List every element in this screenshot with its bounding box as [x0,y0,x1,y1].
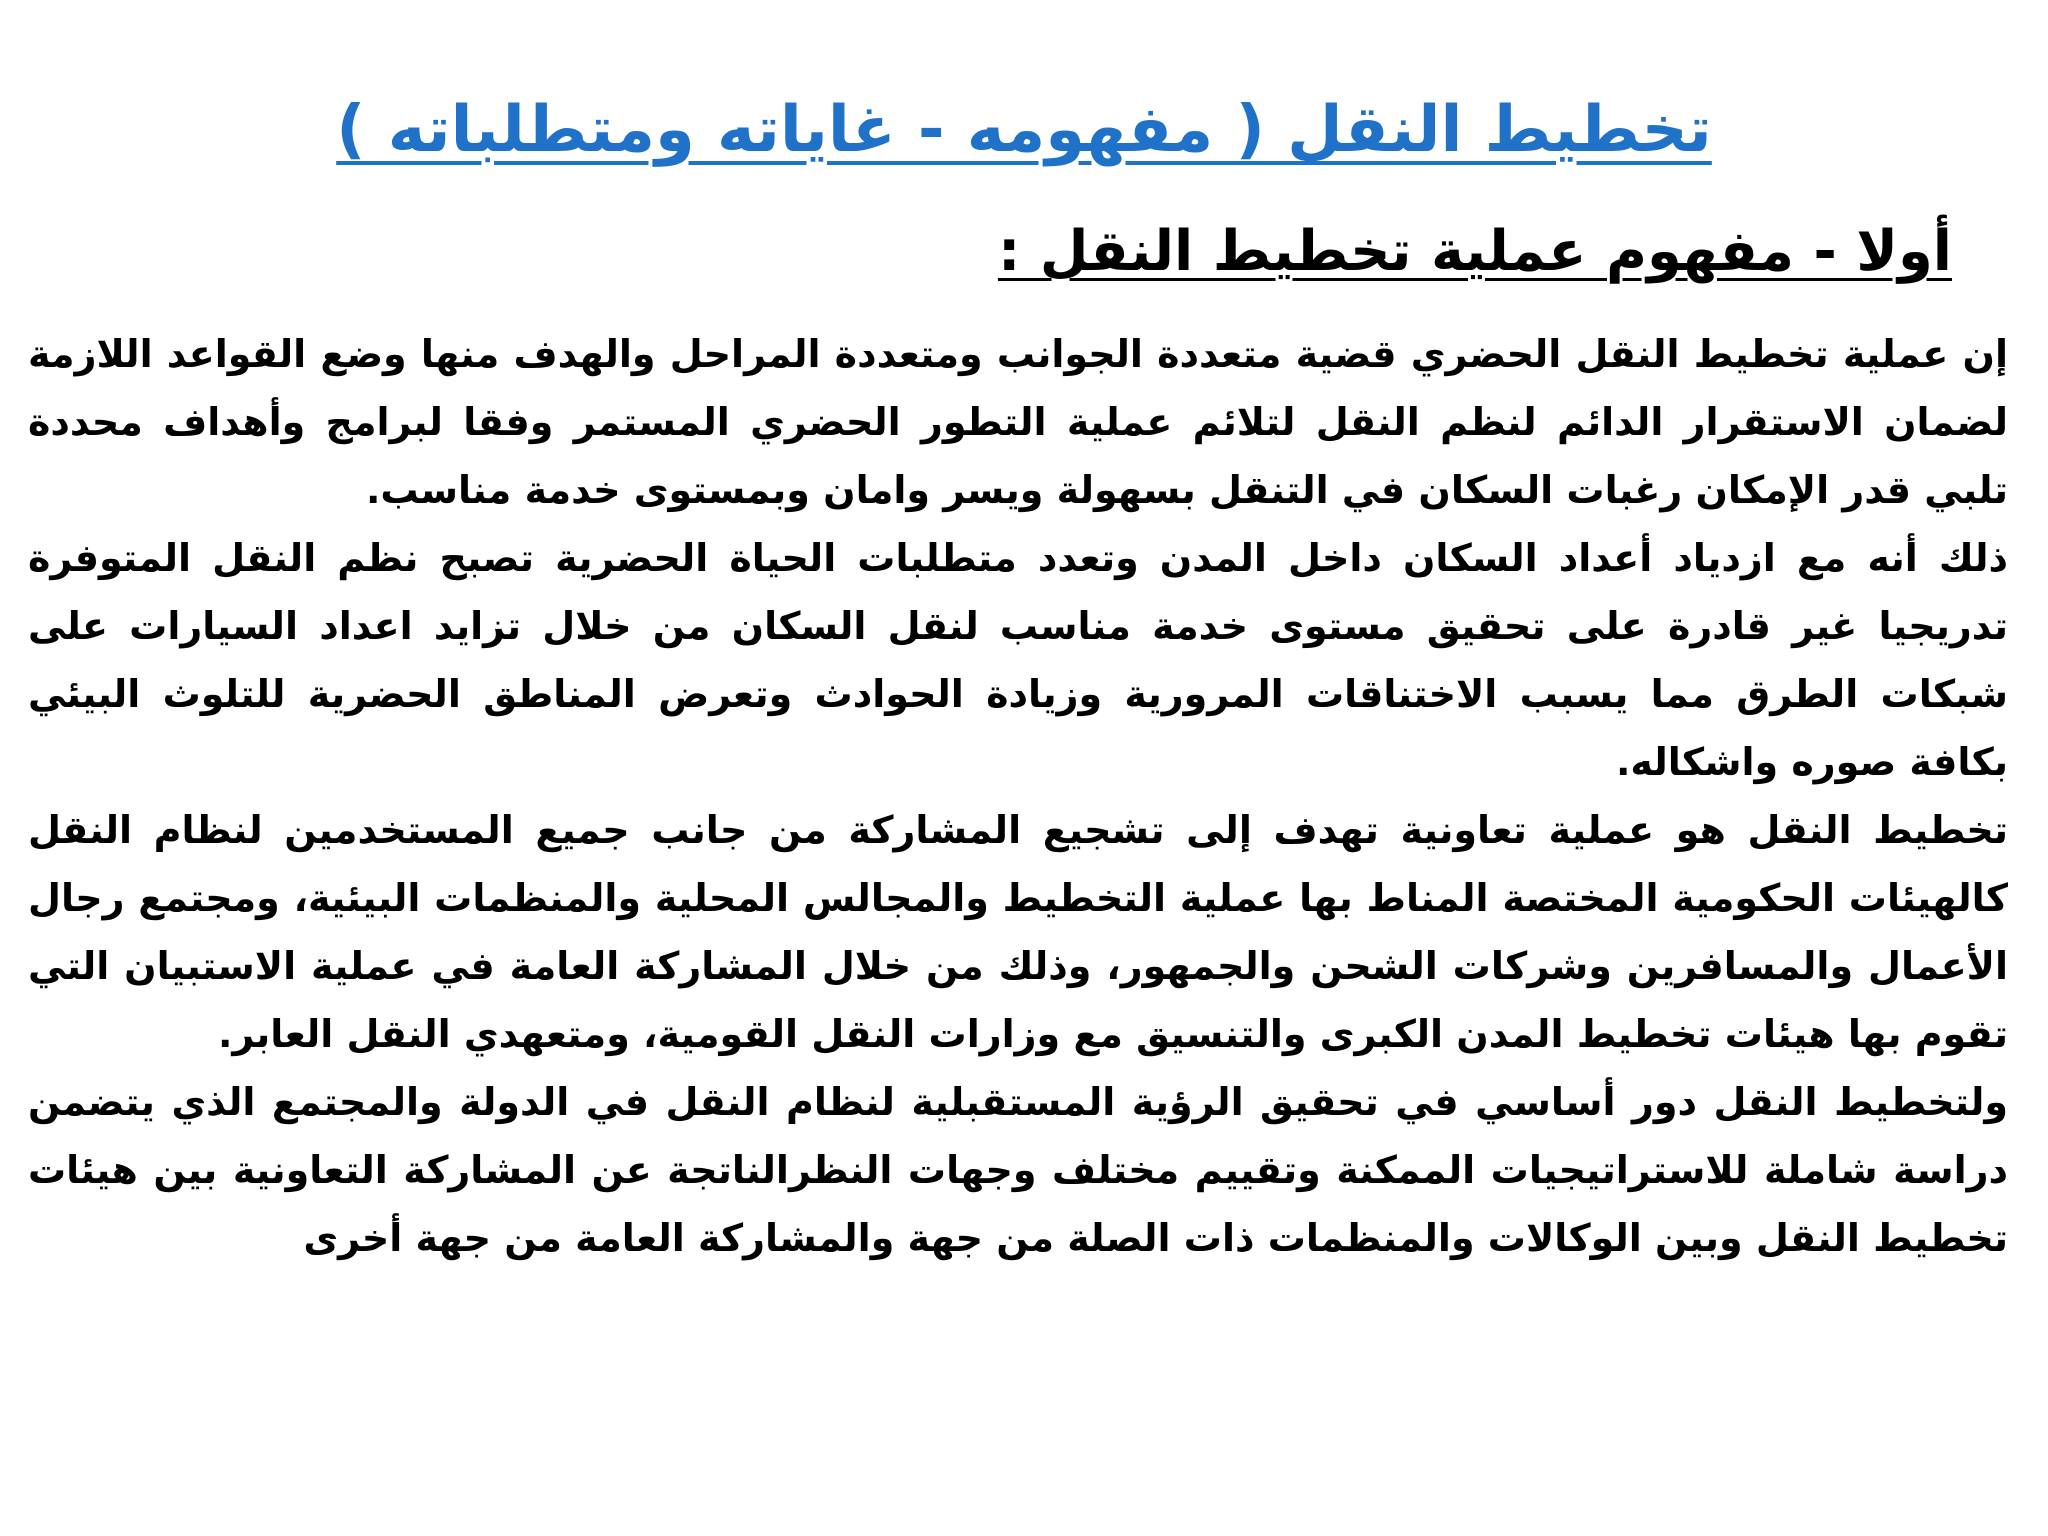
section-heading: أولا - مفهوم عملية تخطيط النقل : [997,219,1952,284]
slide-title: تخطيط النقل ( مفهومه - غاياته ومتطلباته ) [336,93,1712,167]
paragraph-2: ذلك أنه مع ازدياد أعداد السكان داخل المدن وتعدد متطلبات الحياة الحضرية تصبح نظم النقل المتوفرة تدريجيا غير قادرة على تحقيق مستوى خدمة مناسب لنقل السكان من خلال تزايد اعداد السيارات على شبكات الطرق مما يسبب الاختناقات المرورية وزيادة الحوادث وتعرض المناطق الحضرية للتلوث البيئي بكافة صوره واشكاله. [28,536,2008,784]
paragraph-1: إن عملية تخطيط النقل الحضري قضية متعددة الجوانب ومتعددة المراحل والهدف منها وضع القواعد اللازمة لضمان الاستقرار الدائم لنظم النقل لتلائم عملية التطور الحضري المستمر وفقا لبرامج وأهداف محددة تلبي قدر الإمكان رغبات السكان في التنقل بسهولة ويسر وامان وبمستوى خدمة مناسب. [28,332,2008,512]
paragraph-4: ولتخطيط النقل دور أساسي في تحقيق الرؤية المستقبلية لنظام النقل في الدولة والمجتمع الذي يتضمن دراسة شاملة للاستراتيجيات الممكنة وتقييم مختلف وجهات النظرالناتجة عن المشاركة التعاونية بين هيئات تخطيط النقل وبين الوكالات والمنظمات ذات الصلة من جهة والمشاركة العامة من جهة أخرى [28,1080,2008,1260]
paragraph-3: تخطيط النقل هو عملية تعاونية تهدف إلى تشجيع المشاركة من جانب جميع المستخدمين لنظام النقل كالهيئات الحكومية المختصة المناط بها عملية التخطيط والمجالس المحلية والمنظمات البيئية، ومجتمع رجال الأعمال والمسافرين وشركات الشحن والجمهور، وذلك من خلال المشاركة العامة في عملية الاستبيان التي تقوم بها هيئات تخطيط المدن الكبرى والتنسيق مع وزارات النقل القومية، ومتعهدي النقل العابر. [28,808,2008,1056]
body-text [28,320,2008,1272]
